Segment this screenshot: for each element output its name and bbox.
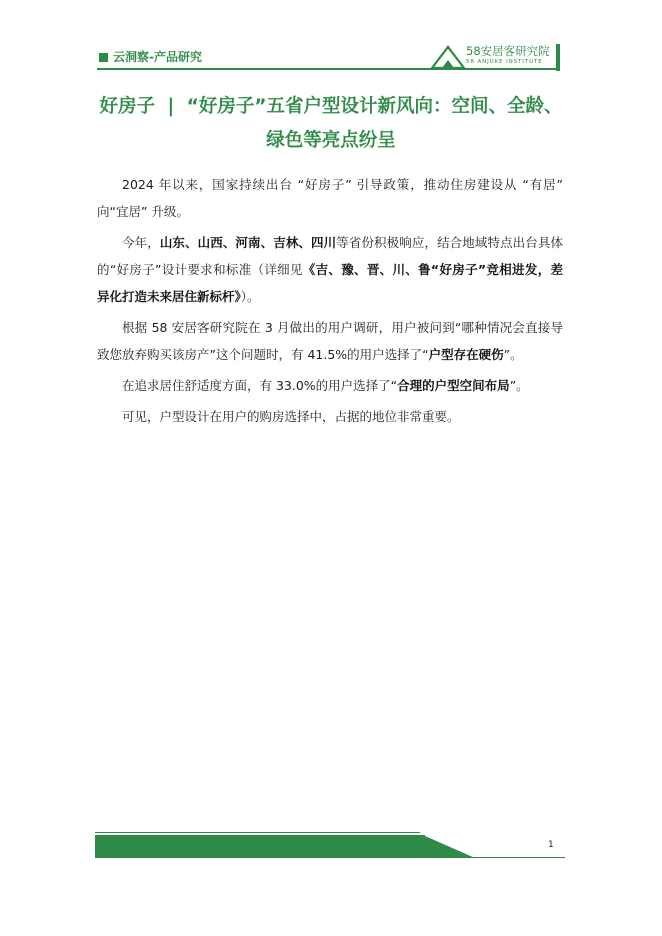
footer-rule: [95, 832, 420, 833]
title-headline-2: 绿色等亮点纷呈: [266, 130, 396, 151]
section-marker-icon: [99, 53, 108, 62]
header-accent-bar: [556, 44, 560, 71]
article-body: [97, 171, 563, 434]
paragraph-4: [97, 372, 563, 399]
p4-text-2: ”。: [509, 378, 529, 393]
paragraph-2: [97, 229, 563, 310]
footer-band: [95, 836, 565, 858]
logo-subtitle: 58 ANJUKE INSTITUTE: [466, 59, 543, 65]
p2-report-link: 《吉、豫、晋、川、鲁“好房子”竞相进发，差异化打造未来居住新标杆》: [97, 262, 564, 304]
page-title: [95, 90, 567, 158]
paragraph-5: 可见，户型设计在用户的购房选择中，占据的地位非常重要。: [122, 409, 460, 424]
title-headline-1: “好房子”五省户型设计新风向：空间、全龄、: [186, 96, 563, 117]
p4-highlight: 合理的户型空间布局: [397, 378, 510, 393]
p2-text-3: ）。: [240, 289, 260, 304]
header-section-label: 云洞察-产品研究: [113, 50, 202, 64]
header-rule: [97, 68, 432, 70]
title-separator: |: [167, 96, 175, 117]
paragraph-1: 2024 年以来，国家持续出台 “好房子” 引导政策，推动住房建设从 “有居” 向“宜居” 升级。: [97, 177, 563, 219]
p2-provinces: 山东、山西、河南、吉林、四川: [159, 235, 337, 250]
p3-text-2: ”。: [503, 347, 523, 362]
p2-text: 今年，: [122, 235, 160, 250]
paragraph-3: [97, 314, 563, 368]
logo-wordmark: 58安居客研究院: [466, 44, 550, 58]
p4-text: 在追求居住舒适度方面，有 33.0%的用户选择了“: [122, 378, 398, 393]
title-topic: 好房子: [99, 96, 155, 117]
p2-text-2: 等省份积极响应，结合地域特点出台具体的“好房子”设计要求和标准（详细见: [97, 235, 563, 277]
page-number: 1: [548, 840, 554, 850]
p3-highlight: 户型存在硬伤: [428, 347, 504, 362]
p3-text: 根据 58 安居客研究院在 3 月做出的用户调研，用户被问到“哪种情况会直接导致您放弃购买该房产”这个问题时，有 41.5%的用户选择了“: [97, 320, 563, 362]
